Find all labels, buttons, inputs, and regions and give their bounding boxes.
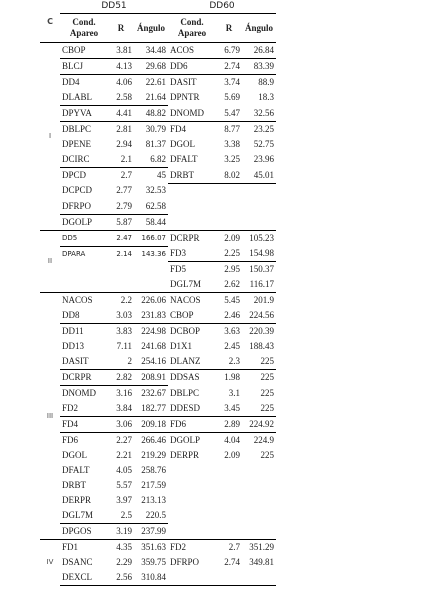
r-value-cell: 2.47 — [108, 230, 134, 246]
cond-apareo-cell: DGOLP — [170, 435, 201, 445]
r-value-cell: 3.63 — [224, 326, 240, 336]
cond-apareo-cell: DPYVA — [60, 106, 108, 122]
cond-apareo-cell — [168, 463, 216, 478]
r-value-cell — [216, 214, 242, 230]
table-row — [40, 524, 276, 540]
table-row — [40, 168, 276, 184]
angulo-value-cell — [242, 214, 276, 230]
r-value-cell: 2.5 — [108, 508, 134, 524]
angulo-value-cell: 237.99 — [141, 526, 166, 536]
group-dd60-header: DD60 — [168, 0, 276, 14]
angulo-value-cell: 241.68 — [141, 341, 166, 351]
cond-apareo-cell — [168, 524, 216, 540]
angulo-value-cell: 201.9 — [242, 293, 276, 309]
r-value-cell: 2.81 — [116, 124, 132, 134]
cond-apareo-cell: DDSAS — [170, 372, 200, 383]
cond-apareo-cell: DCPCD — [62, 185, 93, 196]
angulo-value-cell: 359.75 — [141, 557, 166, 567]
angulo-value-cell: 351.63 — [134, 540, 168, 556]
cond-apareo-cell — [168, 478, 216, 493]
angulo-value-cell: 154.98 — [242, 246, 276, 262]
angulo-value-cell: 225 — [260, 387, 274, 398]
r-value-cell: 2.2 — [108, 293, 134, 309]
cond-apareo-cell — [60, 262, 108, 278]
table-row — [40, 370, 276, 386]
cond-label: Cond. — [180, 17, 204, 27]
cond-apareo-cell — [168, 570, 216, 586]
cond-apareo-cell: DASIT — [60, 354, 108, 370]
table-row — [40, 262, 276, 278]
cond-apareo-cell: DPARA — [62, 249, 86, 258]
c-header: C — [40, 0, 60, 43]
table-row — [40, 293, 276, 309]
angulo-value-cell: 45.01 — [242, 168, 276, 184]
r-value-cell: 3.1 — [228, 387, 240, 398]
r-value-cell: 5.45 — [216, 293, 242, 309]
table-row — [40, 199, 276, 215]
angulo-value-cell — [242, 524, 276, 540]
r-value-cell: 8.02 — [216, 168, 242, 184]
r-value-cell — [216, 199, 242, 215]
r-value-cell: 2.14 — [116, 249, 132, 258]
angulo-value-cell: 226.06 — [134, 293, 168, 309]
cond-apareo-cell: DPGOS — [62, 526, 92, 536]
cond-apareo-cell: DFRPO — [60, 199, 108, 215]
angulo-value-cell: 188.43 — [249, 341, 274, 351]
cond-apareo-cell: FD2 — [168, 540, 216, 556]
table-row — [40, 246, 276, 262]
angulo-value-cell — [134, 277, 168, 293]
table-row — [40, 90, 276, 106]
cond-apareo-cell — [168, 199, 216, 215]
cond-apareo-cell: DCIRC — [60, 152, 108, 168]
r-value-cell: 3.83 — [116, 326, 132, 336]
cond-apareo-cell: DASIT — [170, 77, 197, 87]
r-value-cell: 4.05 — [116, 465, 132, 475]
r-value-cell: 2.58 — [108, 90, 134, 106]
angulo-value-cell: 231.83 — [134, 308, 168, 324]
r-value-cell: 3.81 — [108, 43, 134, 59]
r-value-cell: 2.7 — [120, 170, 132, 180]
angulo-value-cell: 23.25 — [253, 124, 274, 134]
r-value-cell: 4.04 — [224, 435, 240, 445]
angulo-value-cell: 349.81 — [249, 557, 274, 567]
r-value-cell: 5.57 — [116, 480, 132, 490]
table-row — [40, 339, 276, 354]
angulo-value-cell: 232.67 — [141, 388, 166, 398]
cond-apareo-header — [168, 14, 216, 43]
angulo-value-cell: 143.36 — [141, 249, 166, 258]
apareo-label: Apareo — [177, 28, 207, 38]
r-value-cell: 3.74 — [224, 77, 240, 87]
r-value-cell: 2.56 — [108, 570, 134, 586]
angulo-value-cell — [242, 183, 276, 199]
r-value-cell: 4.41 — [108, 106, 134, 122]
angulo-value-cell: 310.84 — [134, 570, 168, 586]
cond-apareo-cell — [168, 214, 216, 230]
angulo-value-cell: 45 — [157, 170, 166, 180]
apareo-label: Apareo — [69, 28, 99, 38]
column-header-row — [40, 14, 276, 43]
angulo-value-cell: 81.37 — [145, 139, 166, 149]
angulo-value-cell: 58.44 — [145, 216, 166, 227]
r-value-cell: 2.79 — [108, 199, 134, 215]
cond-apareo-cell: DERPR — [170, 450, 200, 460]
cond-apareo-cell — [168, 508, 216, 524]
section-label: IV — [40, 540, 60, 586]
r-value-cell: 4.35 — [108, 540, 134, 556]
angulo-value-cell: 166.07 — [134, 230, 168, 246]
angulo-value-cell — [242, 199, 276, 215]
table-row — [40, 448, 276, 463]
angulo-value-cell: 23.96 — [253, 154, 274, 165]
angulo-value-cell: 208.91 — [134, 370, 168, 386]
r-header: R — [225, 22, 233, 33]
cond-apareo-cell: DCRPR — [60, 370, 108, 386]
table-row — [40, 106, 276, 122]
r-value-cell: 2.95 — [224, 264, 240, 274]
cond-apareo-cell: DD13 — [62, 341, 84, 351]
table-row — [40, 493, 276, 508]
table-row — [40, 433, 276, 449]
cond-apareo-cell: FD3 — [168, 246, 216, 262]
cond-apareo-cell: DBLPC — [170, 387, 200, 398]
r-header: R — [117, 22, 125, 33]
cond-apareo-cell: DPNTR — [170, 92, 200, 103]
cond-apareo-cell: FD4 — [60, 417, 108, 433]
table-row — [40, 230, 276, 246]
r-value-cell: 2.09 — [224, 450, 240, 460]
cond-apareo-cell: DFALT — [170, 154, 198, 165]
angulo-value-cell — [242, 493, 276, 508]
cond-apareo-cell: DD8 — [60, 308, 108, 324]
table-row — [40, 308, 276, 324]
r-value-cell — [216, 478, 242, 493]
cond-apareo-cell: DPENE — [62, 139, 91, 149]
cond-apareo-cell: DEXCL — [60, 570, 108, 586]
angulo-value-cell: 52.75 — [253, 139, 274, 149]
cond-label: Cond. — [72, 17, 96, 27]
r-value-cell: 5.47 — [216, 106, 242, 122]
cond-apareo-cell: DD5 — [60, 230, 108, 246]
cond-apareo-cell: NACOS — [168, 293, 216, 309]
angulo-value-cell: 258.76 — [141, 465, 166, 475]
cond-apareo-cell: DGL7M — [170, 279, 201, 289]
angulo-value-cell — [242, 478, 276, 493]
r-value-cell: 2.7 — [216, 540, 242, 556]
angulo-value-cell: 116.17 — [249, 279, 274, 289]
cond-apareo-header — [60, 14, 108, 43]
angulo-value-cell: 150.37 — [249, 264, 274, 274]
r-value-cell: 5.69 — [224, 92, 240, 103]
table-row — [40, 183, 276, 199]
table-row — [40, 354, 276, 370]
table-row — [40, 401, 276, 417]
r-value-cell — [216, 570, 242, 586]
angulo-value-cell: 254.16 — [134, 354, 168, 370]
angulo-value-cell: 182.77 — [134, 401, 168, 417]
angulo-value-cell: 213.13 — [141, 495, 166, 505]
r-value-cell: 2.29 — [116, 557, 132, 567]
group-header-row — [40, 0, 276, 14]
angulo-header: Ángulo — [136, 22, 165, 33]
angulo-value-cell: 224.9 — [253, 435, 274, 445]
cond-apareo-cell: DNOMD — [168, 106, 216, 122]
section-label: III — [40, 293, 60, 540]
cond-apareo-cell: DFRPO — [170, 557, 200, 567]
table-row — [40, 43, 276, 59]
cond-apareo-cell: DGOL — [170, 139, 195, 149]
angulo-value-cell: 105.23 — [242, 230, 276, 246]
table-row — [40, 463, 276, 478]
table-row — [40, 59, 276, 75]
r-value-cell: 3.19 — [116, 526, 132, 536]
r-value-cell: 2.74 — [216, 59, 242, 75]
r-value-cell: 1.98 — [224, 372, 240, 383]
section-label: II — [40, 230, 60, 293]
angulo-value-cell: 22.61 — [145, 77, 166, 87]
r-value-cell: 4.06 — [116, 77, 132, 87]
cond-apareo-cell: DGL7M — [60, 508, 108, 524]
angulo-value-cell: 351.29 — [242, 540, 276, 556]
angulo-value-cell: 29.68 — [134, 59, 168, 75]
cond-apareo-cell: DDESD — [168, 401, 216, 417]
r-value-cell: 2.1 — [108, 152, 134, 168]
cond-apareo-cell: BLCJ — [60, 59, 108, 75]
group-dd51-header: DD51 — [60, 0, 168, 14]
r-value-cell: 3.16 — [116, 388, 132, 398]
cond-apareo-cell — [168, 493, 216, 508]
cond-apareo-cell: CBOP — [60, 43, 108, 59]
cond-apareo-cell: DNOMD — [62, 388, 97, 398]
cond-apareo-cell: DPCD — [62, 170, 87, 180]
angulo-value-cell: 6.82 — [134, 152, 168, 168]
r-value-cell — [216, 508, 242, 524]
cond-apareo-cell: DBLPC — [62, 124, 92, 134]
cond-apareo-cell: DERPR — [62, 495, 92, 505]
cond-apareo-cell: ACOS — [168, 43, 216, 59]
angulo-value-cell: 34.48 — [134, 43, 168, 59]
r-value-cell: 3.84 — [108, 401, 134, 417]
r-value-cell: 2.3 — [216, 354, 242, 370]
table-row — [40, 277, 276, 293]
cond-apareo-cell: FD2 — [60, 401, 108, 417]
r-value-cell: 2 — [108, 354, 134, 370]
angulo-value-cell: 83.39 — [242, 59, 276, 75]
angulo-value-cell: 21.64 — [134, 90, 168, 106]
angulo-value-cell: 224.56 — [242, 308, 276, 324]
angulo-value-cell: 219.29 — [141, 450, 166, 460]
section-label: I — [48, 131, 52, 140]
r-value-cell: 2.77 — [116, 185, 132, 196]
r-value-cell: 3.38 — [224, 139, 240, 149]
angulo-value-cell: 32.56 — [242, 106, 276, 122]
cond-apareo-cell: DRBT — [62, 480, 87, 490]
r-value-cell: 7.11 — [116, 341, 132, 351]
angulo-value-cell: 88.9 — [258, 77, 274, 87]
r-value-cell — [108, 262, 134, 278]
angulo-value-cell — [242, 508, 276, 524]
table-row — [40, 324, 276, 340]
r-value-cell: 2.45 — [224, 341, 240, 351]
table-row — [40, 417, 276, 433]
table-row — [40, 152, 276, 168]
r-value-cell: 2.09 — [216, 230, 242, 246]
r-value-cell: 3.03 — [108, 308, 134, 324]
angulo-value-cell — [242, 570, 276, 586]
cond-apareo-cell: FD6 — [168, 417, 216, 433]
r-value-cell: 5.87 — [116, 216, 132, 227]
r-value-cell: 3.25 — [224, 154, 240, 165]
cond-apareo-cell: FD1 — [60, 540, 108, 556]
cond-apareo-cell: DCBOP — [170, 326, 201, 336]
r-value-cell — [216, 493, 242, 508]
angulo-value-cell — [134, 262, 168, 278]
angulo-value-cell: 266.46 — [141, 435, 166, 445]
r-value-cell: 2.89 — [216, 417, 242, 433]
cond-apareo-cell: FD6 — [62, 435, 79, 445]
cond-apareo-cell: FD5 — [170, 264, 187, 274]
table-row — [40, 540, 276, 556]
angulo-header: Ángulo — [244, 22, 273, 33]
table-row — [40, 137, 276, 152]
table-row — [40, 555, 276, 570]
angulo-value-cell: 26.84 — [242, 43, 276, 59]
r-value-cell: 2.21 — [116, 450, 132, 460]
r-value-cell — [216, 183, 242, 199]
angulo-value-cell — [242, 463, 276, 478]
angulo-value-cell: 62.58 — [134, 199, 168, 215]
cond-apareo-cell: DD11 — [62, 326, 84, 336]
results-table — [40, 0, 276, 586]
r-value-cell: 8.77 — [224, 124, 240, 134]
r-value-cell: 2.46 — [216, 308, 242, 324]
angulo-value-cell: 225 — [260, 372, 274, 383]
table-row — [40, 570, 276, 586]
cond-apareo-cell: FD4 — [170, 124, 187, 134]
cond-apareo-cell — [60, 277, 108, 293]
r-value-cell: 2.74 — [224, 557, 240, 567]
r-value-cell: 3.45 — [216, 401, 242, 417]
angulo-value-cell: 18.3 — [258, 92, 274, 103]
angulo-value-cell: 217.59 — [141, 480, 166, 490]
r-value-cell — [216, 463, 242, 478]
cond-apareo-cell — [168, 183, 216, 199]
table-row — [40, 122, 276, 138]
table-row — [40, 478, 276, 493]
r-value-cell: 4.13 — [108, 59, 134, 75]
r-value-cell — [108, 277, 134, 293]
r-value-cell — [216, 524, 242, 540]
angulo-value-cell: 224.98 — [141, 326, 166, 336]
r-value-cell: 3.97 — [116, 495, 132, 505]
angulo-value-cell: 225 — [242, 401, 276, 417]
cond-apareo-cell: DSANC — [62, 557, 93, 567]
table-row — [40, 75, 276, 91]
cond-apareo-cell: DD4 — [62, 77, 80, 87]
cond-apareo-cell: DFALT — [62, 465, 90, 475]
cond-apareo-cell: DGOL — [62, 450, 87, 460]
table-row — [40, 508, 276, 524]
cond-apareo-cell: DD6 — [168, 59, 216, 75]
angulo-value-cell: 220.5 — [134, 508, 168, 524]
r-value-cell: 2.25 — [216, 246, 242, 262]
angulo-value-cell: 225 — [242, 354, 276, 370]
cond-apareo-cell: DGOLP — [62, 216, 93, 227]
angulo-value-cell: 220.39 — [249, 326, 274, 336]
r-value-cell: 6.79 — [216, 43, 242, 59]
r-value-cell: 2.27 — [116, 435, 132, 445]
angulo-value-cell: 48.82 — [134, 106, 168, 122]
angulo-value-cell: 225 — [260, 450, 274, 460]
r-value-cell: 2.94 — [116, 139, 132, 149]
angulo-value-cell: 30.79 — [145, 124, 166, 134]
cond-apareo-cell: D1X1 — [170, 341, 192, 351]
table-body — [40, 43, 276, 586]
cond-apareo-cell: NACOS — [60, 293, 108, 309]
r-value-cell: 3.06 — [108, 417, 134, 433]
table-row — [40, 214, 276, 230]
angulo-value-cell: 32.53 — [145, 185, 166, 196]
cond-apareo-cell: CBOP — [168, 308, 216, 324]
cond-apareo-cell: DRBT — [168, 168, 216, 184]
cond-apareo-cell: DLABL — [60, 90, 108, 106]
r-value-cell: 2.82 — [108, 370, 134, 386]
cond-apareo-cell: DCRPR — [168, 230, 216, 246]
table-row — [40, 386, 276, 402]
r-value-cell: 2.62 — [224, 279, 240, 289]
cond-apareo-cell: DLANZ — [168, 354, 216, 370]
angulo-value-cell: 209.18 — [134, 417, 168, 433]
angulo-value-cell: 224.92 — [242, 417, 276, 433]
